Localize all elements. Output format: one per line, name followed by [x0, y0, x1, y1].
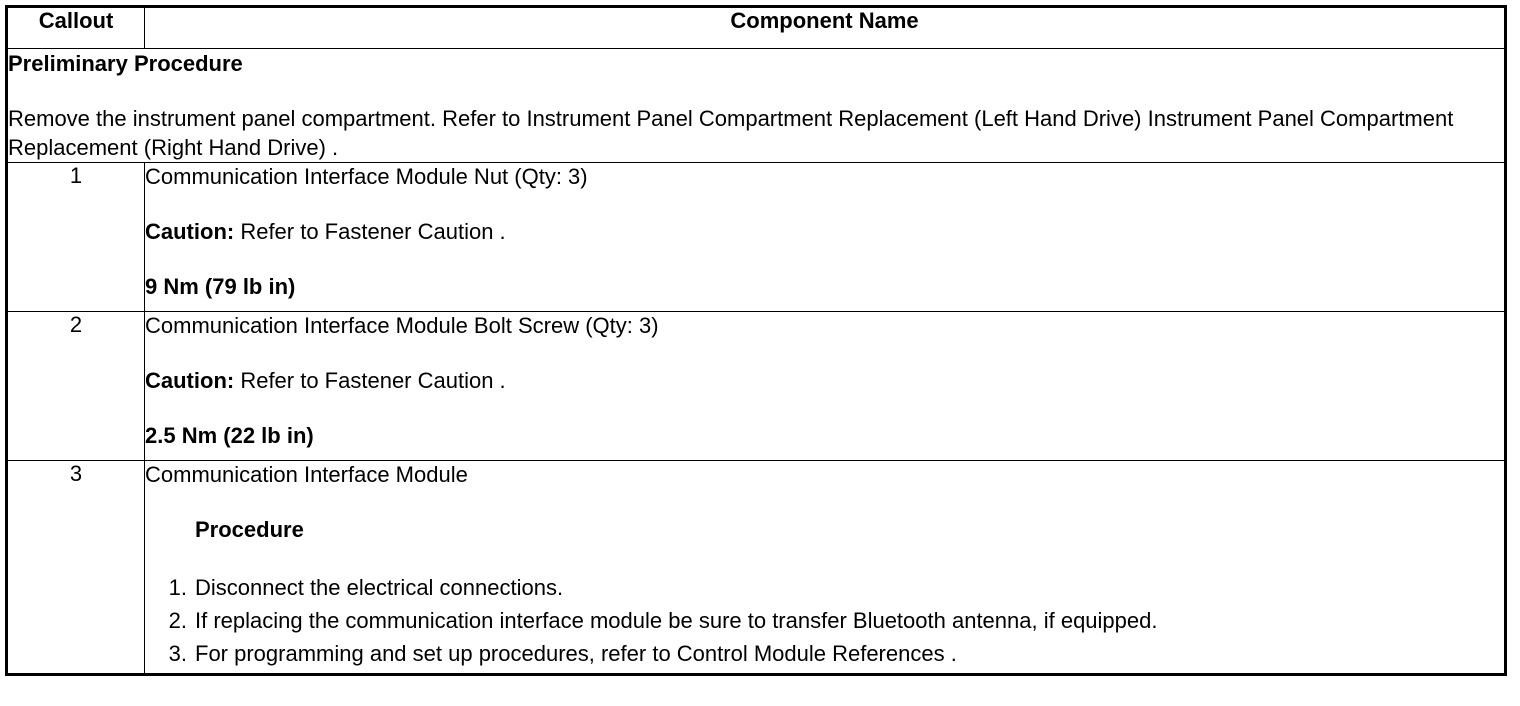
- component-name-header: Component Name: [145, 7, 1506, 49]
- procedure-step: [145, 571, 1504, 604]
- caution-line: [145, 218, 1504, 246]
- step-text: For programming and set up procedures, refer to Control Module References .: [195, 641, 957, 666]
- preliminary-title: Preliminary Procedure: [8, 51, 243, 76]
- torque-spec: 2.5 Nm (22 lb in): [145, 423, 314, 448]
- step-number: 2.: [168, 608, 187, 633]
- preliminary-row: [7, 49, 1506, 163]
- component-cell: [145, 312, 1506, 461]
- component-name: Communication Interface Module Bolt Screw (Qty: 3): [145, 313, 659, 338]
- torque-spec: 9 Nm (79 lb in): [145, 274, 296, 299]
- component-name: Communication Interface Module Nut (Qty: 3): [145, 164, 588, 189]
- callout-number: 1: [7, 163, 145, 312]
- callout-header: Callout: [7, 7, 145, 49]
- procedure-title: Procedure: [195, 517, 304, 542]
- table-row: [7, 163, 1506, 312]
- component-cell: [145, 163, 1506, 312]
- step-number: 1.: [168, 575, 187, 600]
- table-row: [7, 461, 1506, 675]
- preliminary-cell: [7, 49, 1506, 163]
- component-table: [5, 5, 1507, 676]
- callout-number: 2: [7, 312, 145, 461]
- header-row: [7, 7, 1506, 49]
- preliminary-text: Remove the instrument panel compartment. Refer to Instrument Panel Compartment Replacement (Left Hand Drive) Instrument Panel Compartment Replacement (Right Hand Drive) .: [8, 106, 1454, 160]
- caution-label: Caution:: [145, 219, 235, 244]
- caution-line: [145, 367, 1504, 395]
- step-number: 3.: [168, 641, 187, 666]
- component-cell: [145, 461, 1506, 675]
- caution-text: Refer to Fastener Caution .: [234, 368, 506, 393]
- procedure-step: [145, 637, 1504, 670]
- caution-text: Refer to Fastener Caution .: [234, 219, 506, 244]
- callout-number: 3: [7, 461, 145, 675]
- step-text: If replacing the communication interface module be sure to transfer Bluetooth antenna, if equipped.: [195, 608, 1158, 633]
- procedure-steps: [145, 571, 1504, 670]
- procedure-step: [145, 604, 1504, 637]
- caution-label: Caution:: [145, 368, 235, 393]
- step-text: Disconnect the electrical connections.: [195, 575, 564, 600]
- table-row: [7, 312, 1506, 461]
- component-name: Communication Interface Module: [145, 462, 468, 487]
